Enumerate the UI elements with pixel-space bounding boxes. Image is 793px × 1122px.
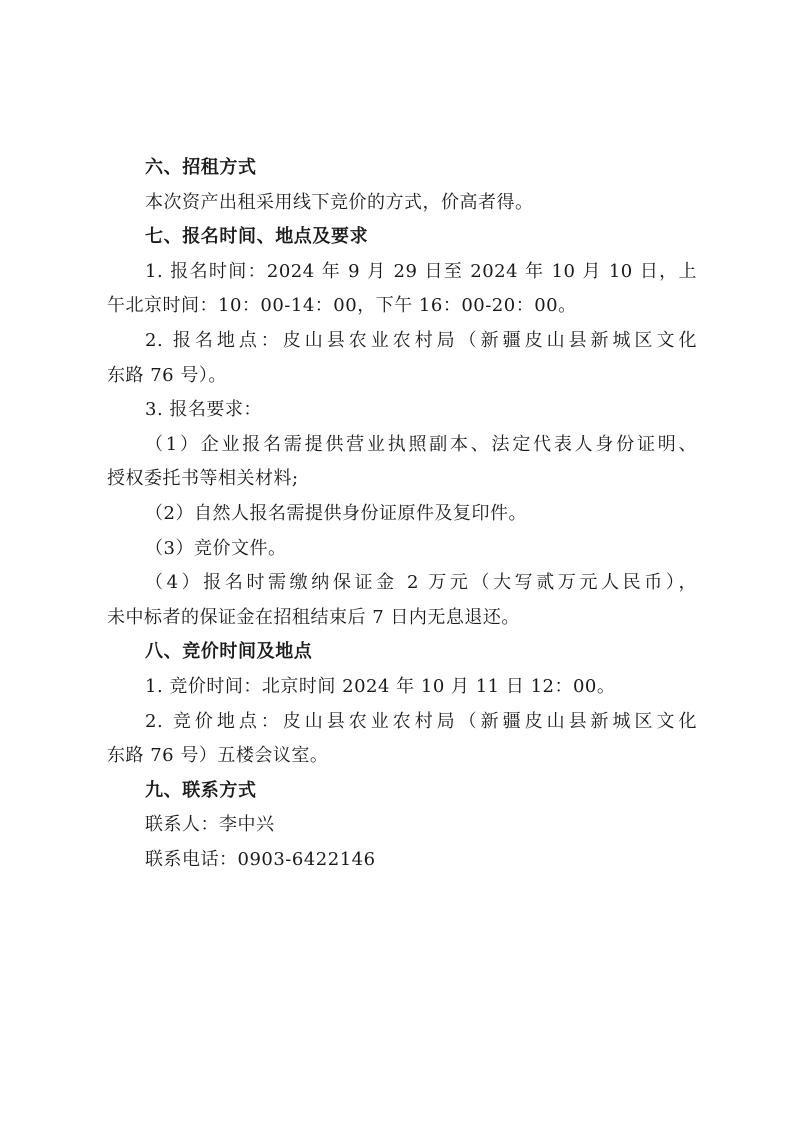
bidding-place-line-1: 2. 竞价地点：皮山县农业农村局（新疆皮山县新城区文化 (145, 710, 697, 732)
bidding-time: 1. 竞价时间：北京时间 2024 年 10 月 11 日 12：00。 (145, 675, 616, 697)
requirement-1-line-1: （1）企业报名需提供营业执照副本、法定代表人身份证明、 (145, 433, 697, 455)
requirement-2: （2）自然人报名需提供身份证原件及复印件。 (145, 502, 527, 524)
registration-time-line-1: 1. 报名时间：2024 年 9 月 29 日至 2024 年 10 月 10 日，上 (145, 260, 697, 282)
registration-requirements-title: 3. 报名要求： (145, 399, 262, 421)
section-heading-7: 七、报名时间、地点及要求 (145, 226, 369, 248)
section-heading-8: 八、竞价时间及地点 (145, 641, 313, 663)
requirement-4-line-1: （4）报名时需缴纳保证金 2 万元（大写贰万元人民币）， (145, 572, 697, 594)
document-body (107, 151, 697, 877)
requirement-3: （3）竞价文件。 (145, 537, 287, 559)
paragraph-bidding-method: 本次资产出租采用线下竞价的方式，价高者得。 (145, 191, 534, 213)
requirement-1-line-2: 授权委托书等相关材料; (107, 468, 299, 490)
registration-time-line-2: 午北京时间：10：00-14：00，下午 16：00-20：00。 (107, 295, 577, 317)
section-heading-6: 六、招租方式 (145, 157, 257, 178)
contact-person: 联系人：李中兴 (145, 814, 275, 836)
bidding-place-line-2: 东路 76 号）五楼会议室。 (107, 745, 329, 767)
section-heading-9: 九、联系方式 (145, 779, 257, 801)
contact-phone: 联系电话：0903-6422146 (145, 848, 376, 870)
requirement-4-line-2: 未中标者的保证金在招租结束后 7 日内无息退还。 (107, 606, 520, 628)
registration-place-line-2: 东路 76 号）。 (107, 364, 227, 386)
registration-place-line-1: 2. 报名地点：皮山县农业农村局（新疆皮山县新城区文化 (145, 329, 697, 351)
